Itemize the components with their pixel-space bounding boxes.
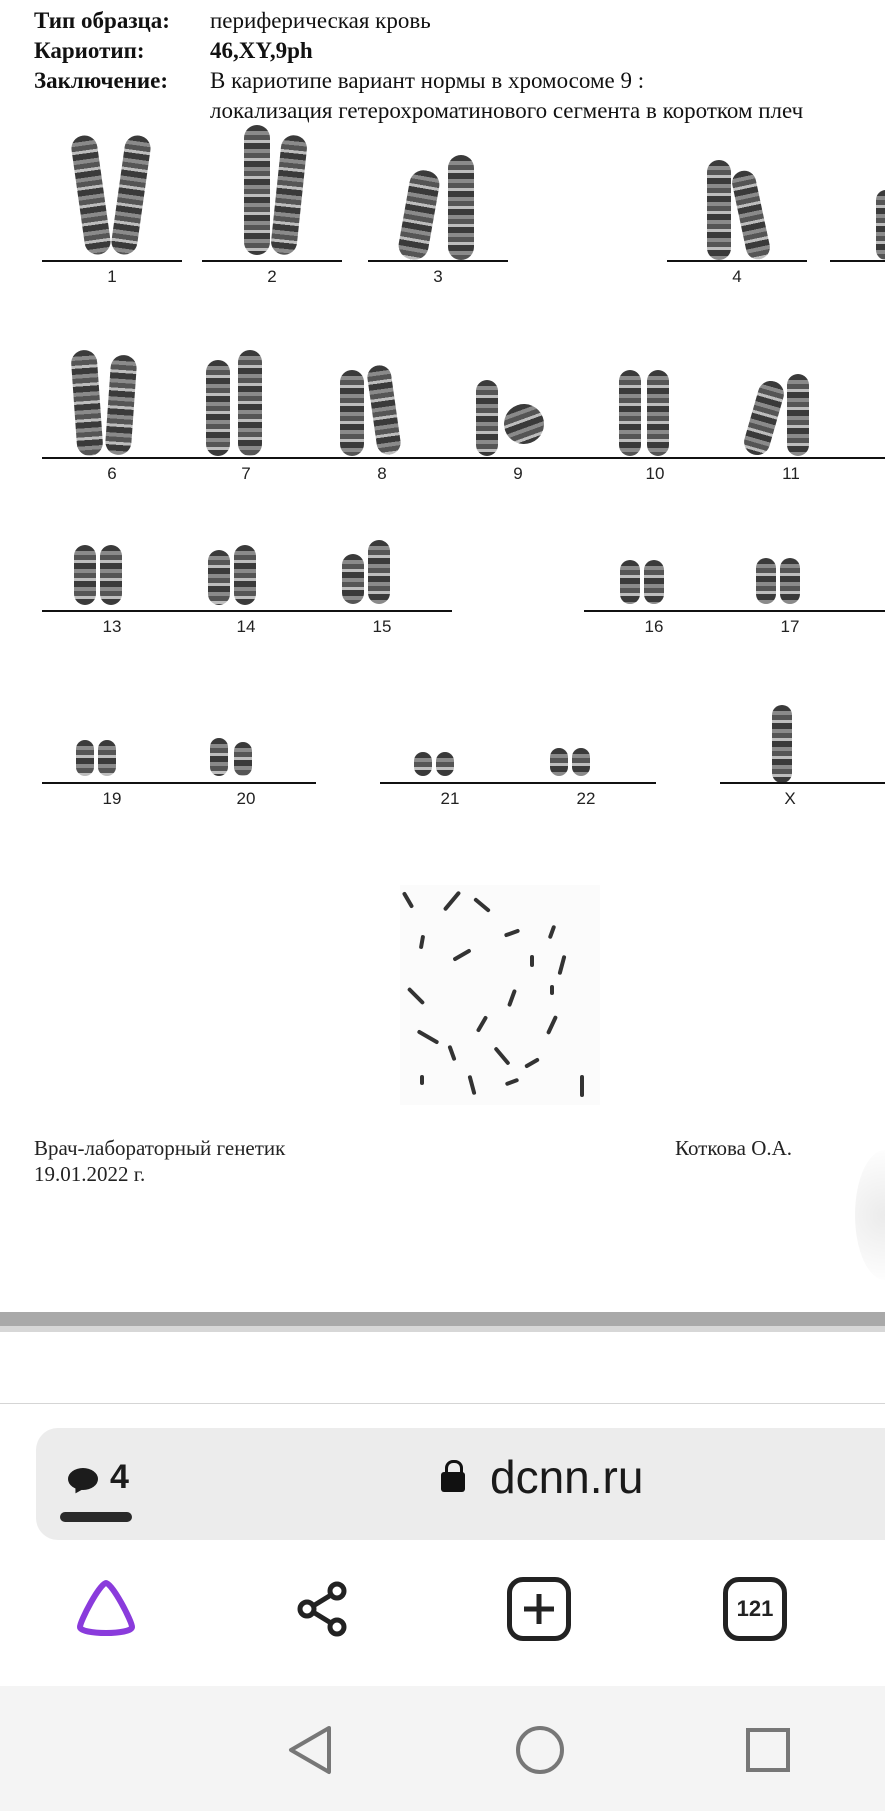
chromosome-pair xyxy=(42,350,182,500)
chromosome-label: 2 xyxy=(267,267,277,286)
chromosome-pair xyxy=(667,160,807,310)
chromosome-label: 19 xyxy=(102,789,122,808)
chromosome-label: 1 xyxy=(107,267,117,286)
browser-chrome xyxy=(0,1332,885,1811)
share-button[interactable] xyxy=(283,1569,363,1649)
chromosome-pair xyxy=(42,730,182,880)
chromosome-pair xyxy=(176,730,316,880)
chromosome-label: 4 xyxy=(732,267,742,286)
conclusion-row xyxy=(34,68,645,94)
alice-home-button[interactable] xyxy=(66,1569,146,1649)
chromosome-pair xyxy=(720,550,860,700)
tabs-counter-icon xyxy=(723,1577,787,1641)
chromosome-label: 22 xyxy=(576,789,596,808)
chromosome-label: 6 xyxy=(107,464,117,483)
system-navigation-bar xyxy=(0,1686,885,1811)
new-tab-button[interactable] xyxy=(499,1569,579,1649)
chromosome-pair xyxy=(42,135,182,285)
nav-home-button[interactable] xyxy=(510,1720,570,1780)
sample-type-label: Тип образца: xyxy=(34,8,170,33)
chromosome-label: 21 xyxy=(440,789,460,808)
tabs-button[interactable] xyxy=(715,1569,795,1649)
comments-button[interactable] xyxy=(68,1454,148,1514)
chromosome-pair xyxy=(176,350,316,500)
share-icon xyxy=(293,1579,353,1639)
page-bottom-divider xyxy=(0,1312,885,1326)
chromosome-label: 13 xyxy=(102,617,122,636)
karyotype-value: 46,XY,9ph xyxy=(210,38,313,63)
karyotype-row xyxy=(34,38,313,64)
chromosome-label: 15 xyxy=(372,617,392,636)
chromosome-pair xyxy=(721,360,861,510)
conclusion-label: Заключение: xyxy=(34,68,169,93)
chromosome-pair xyxy=(585,360,725,510)
nav-back-button[interactable] xyxy=(280,1720,340,1780)
chromosome-pair xyxy=(176,540,316,690)
chromosome-label: 16 xyxy=(644,617,664,636)
chromosome-pair xyxy=(312,360,452,510)
chromosome-label: X xyxy=(784,789,796,808)
chromosome-pair xyxy=(584,550,724,700)
comments-underline xyxy=(60,1512,132,1522)
nav-recents-icon xyxy=(744,1726,792,1774)
sample-type-value: периферическая кровь xyxy=(210,8,431,33)
tabs-count: 121 xyxy=(736,1596,774,1621)
nav-home-icon xyxy=(514,1724,566,1776)
chromosome-pair xyxy=(448,360,588,510)
comments-count: 4 xyxy=(110,1458,129,1496)
nav-recents-button[interactable] xyxy=(738,1720,798,1780)
karyogram xyxy=(0,120,885,840)
report-date: 19.01.2022 г. xyxy=(34,1162,146,1186)
chromosome-pair xyxy=(202,125,342,286)
address-bar[interactable] xyxy=(36,1428,885,1540)
chromosome-label: 17 xyxy=(780,617,800,636)
add-tab-icon xyxy=(507,1577,571,1641)
conclusion-line-1: В кариотипе вариант нормы в хромосоме 9 : xyxy=(210,68,645,93)
chromosome-label: 14 xyxy=(236,617,256,636)
conclusion-line-2: локализация гетерохроматинового сегмента в коротком плеч xyxy=(210,98,804,123)
nav-back-icon xyxy=(285,1724,335,1776)
lock-icon xyxy=(441,1472,465,1492)
alice-triangle-icon xyxy=(74,1577,138,1641)
chromosome-label: 3 xyxy=(433,267,443,286)
chromosome-label: 20 xyxy=(236,789,256,808)
url-domain[interactable]: dcnn.ru xyxy=(490,1451,644,1503)
doctor-title: Врач-лабораторный генетик xyxy=(34,1136,286,1160)
chromosome-pair xyxy=(42,540,182,690)
chromosome-label: 9 xyxy=(513,464,523,483)
chromosome-pair xyxy=(516,730,656,880)
chrome-separator xyxy=(0,1403,885,1404)
doctor-name: Коткова О.А. xyxy=(675,1136,793,1160)
chromosome-label: 7 xyxy=(241,464,251,483)
karyotype-label: Кариотип: xyxy=(34,38,145,63)
chromosome-pair xyxy=(368,150,508,300)
chromosome-pair xyxy=(720,700,860,850)
metaphase-spread-image xyxy=(400,885,600,1105)
chromosome-label: 10 xyxy=(645,464,665,483)
scroll-shadow xyxy=(855,1150,885,1280)
sample-type-row xyxy=(34,8,431,34)
chromosome-pair xyxy=(312,540,452,690)
chromosome-pair xyxy=(380,730,520,880)
chromosome-label: 8 xyxy=(377,464,387,483)
bottom-toolbar xyxy=(0,1547,885,1697)
chromosome-label: 11 xyxy=(782,464,800,483)
